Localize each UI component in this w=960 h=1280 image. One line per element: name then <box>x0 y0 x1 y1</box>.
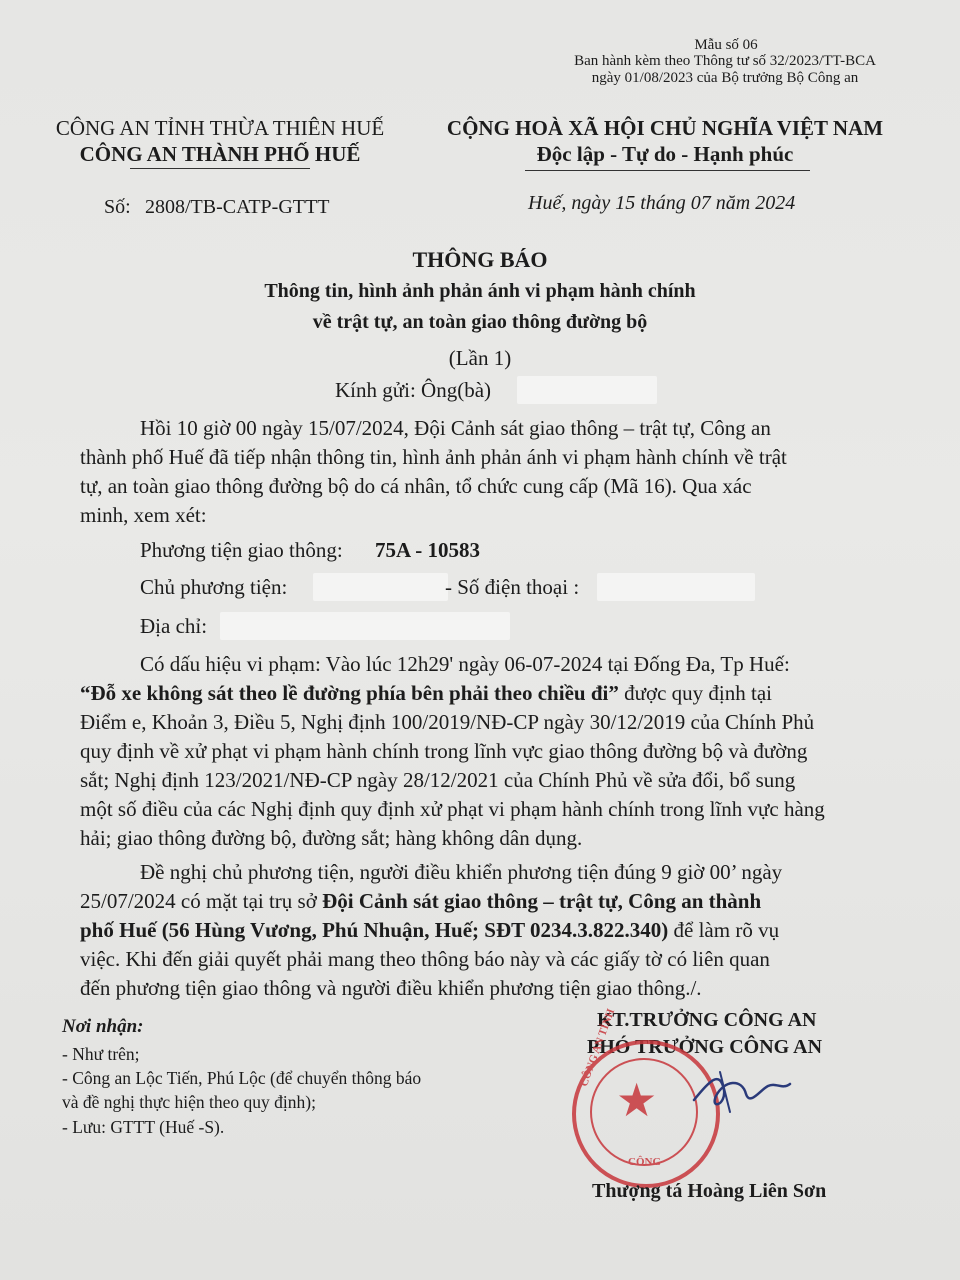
recipient-3: - Lưu: GTTT (Huế -S). <box>62 1117 225 1137</box>
address-label: Địa chỉ: <box>140 614 208 638</box>
request-line2-a: 25/07/2024 có mặt tại trụ sở <box>80 889 323 913</box>
violation-line7: hải; giao thông đường bộ, đường sắt; hàng không dân dụng. <box>80 826 583 850</box>
signature-title-2: PHÓ TRƯỞNG CÔNG AN <box>587 1036 823 1058</box>
signature-title-1: KT.TRƯỞNG CÔNG AN <box>597 1009 817 1031</box>
violation-line5: sắt; Nghị định 123/2021/NĐ-CP ngày 28/12/2021 của Chính Phủ về sửa đổi, bổ sung <box>80 768 796 792</box>
request-line2 <box>80 887 761 917</box>
salutation: Kính gửi: Ông(bà) <box>335 378 492 402</box>
stamp-text-bottom: CÔNG <box>628 1156 661 1168</box>
doc-number: 2808/TB-CATP-GTTT <box>145 196 330 218</box>
nation-name: CỘNG HOÀ XÃ HỘI CHỦ NGHĨA VIỆT NAM <box>446 116 884 140</box>
violation-line4: quy định về xử phạt vi phạm hành chính trong lĩnh vực giao thông đường bộ và đường <box>80 739 808 763</box>
phone-label: - Số điện thoại : <box>445 575 580 599</box>
violation-line2-rest: được quy định tại <box>618 681 772 705</box>
place-date: Huế, ngày 15 tháng 07 năm 2024 <box>528 192 796 214</box>
form-issued-line1: Ban hành kèm theo Thông tư số 32/2023/TT-BCA <box>574 53 876 69</box>
doc-round: (Lần 1) <box>448 346 512 370</box>
doc-number-label: Số: <box>104 196 131 218</box>
agency-underline <box>130 168 310 169</box>
redacted-owner <box>313 573 448 601</box>
form-number: Mẫu số 06 <box>694 37 758 53</box>
p1-line3: tự, an toàn giao thông đường bộ do cá nhân, tổ chức cung cấp (Mã 16). Qua xác <box>80 474 752 498</box>
agency-name: CÔNG AN THÀNH PHỐ HUẾ <box>79 142 361 166</box>
vehicle-plate: 75A - 10583 <box>375 538 480 562</box>
redacted-address <box>220 612 510 640</box>
request-line3-a: phố Huế (56 Hùng Vương, Phú Nhuận, Huế; SĐT 0234.3.822.340) <box>80 918 669 942</box>
handwritten-signature <box>690 1060 800 1120</box>
motto-underline <box>525 170 810 171</box>
recipient-2a: - Công an Lộc Tiến, Phú Lộc (để chuyển thông báo <box>62 1068 422 1088</box>
doc-subtitle-1: Thông tin, hình ảnh phản ánh vi phạm hành chính <box>264 280 696 302</box>
doc-title: THÔNG BÁO <box>412 247 548 272</box>
vehicle-label: Phương tiện giao thông: <box>140 538 343 562</box>
violation-line6: một số điều của các Nghị định quy định xử phạt vi phạm hành chính trong lĩnh vực hàng <box>80 797 825 821</box>
violation-line1: Có dấu hiệu vi phạm: Vào lúc 12h29' ngày 06-07-2024 tại Đống Đa, Tp Huế: <box>140 652 790 676</box>
form-issued-line2: ngày 01/08/2023 của Bộ trưởng Bộ Công an <box>591 70 859 86</box>
doc-subtitle-2: về trật tự, an toàn giao thông đường bộ <box>312 311 648 333</box>
request-line5: đến phương tiện giao thông và người điều khiển phương tiện giao thông./. <box>80 976 702 1000</box>
redacted-recipient <box>517 376 657 404</box>
redacted-phone <box>597 573 755 601</box>
violation-line3: Điểm e, Khoản 3, Điều 5, Nghị định 100/2019/NĐ-CP ngày 30/12/2019 của Chính Phủ <box>80 710 815 734</box>
recipient-1: - Như trên; <box>62 1044 140 1064</box>
request-line1: Đề nghị chủ phương tiện, người điều khiển phương tiện đúng 9 giờ 00’ ngày <box>140 860 783 884</box>
violation-line2 <box>80 679 772 709</box>
recipients-label: Nơi nhận: <box>62 1016 144 1037</box>
recipient-2b: và đề nghị thực hiện theo quy định); <box>62 1092 316 1112</box>
violation-quote: “Đỗ xe không sát theo lề đường phía bên phải theo chiều đi” <box>80 681 619 705</box>
p1-line2: thành phố Huế đã tiếp nhận thông tin, hình ảnh phản ánh vi phạm hành chính về trật <box>80 445 787 469</box>
signer-name: Thượng tá Hoàng Liên Sơn <box>592 1180 827 1202</box>
star-icon: ★ <box>616 1075 658 1126</box>
agency-parent: CÔNG AN TỈNH THỪA THIÊN HUẾ <box>55 116 385 140</box>
request-line3 <box>80 916 779 946</box>
request-line2-b: Đội Cảnh sát giao thông – trật tự, Công an thành <box>322 889 762 913</box>
owner-label: Chủ phương tiện: <box>140 575 288 599</box>
p1-line4: minh, xem xét: <box>80 503 207 527</box>
nation-motto: Độc lập - Tự do - Hạnh phúc <box>536 142 794 166</box>
request-line3-b: để làm rõ vụ <box>668 918 780 942</box>
p1-line1: Hồi 10 giờ 00 ngày 15/07/2024, Đội Cảnh sát giao thông – trật tự, Công an <box>140 416 771 440</box>
stamp-text-left: CÔNG AN TỈNH <box>578 1007 618 1089</box>
request-line4: việc. Khi đến giải quyết phải mang theo thông báo này và các giấy tờ có liên quan <box>80 947 770 971</box>
